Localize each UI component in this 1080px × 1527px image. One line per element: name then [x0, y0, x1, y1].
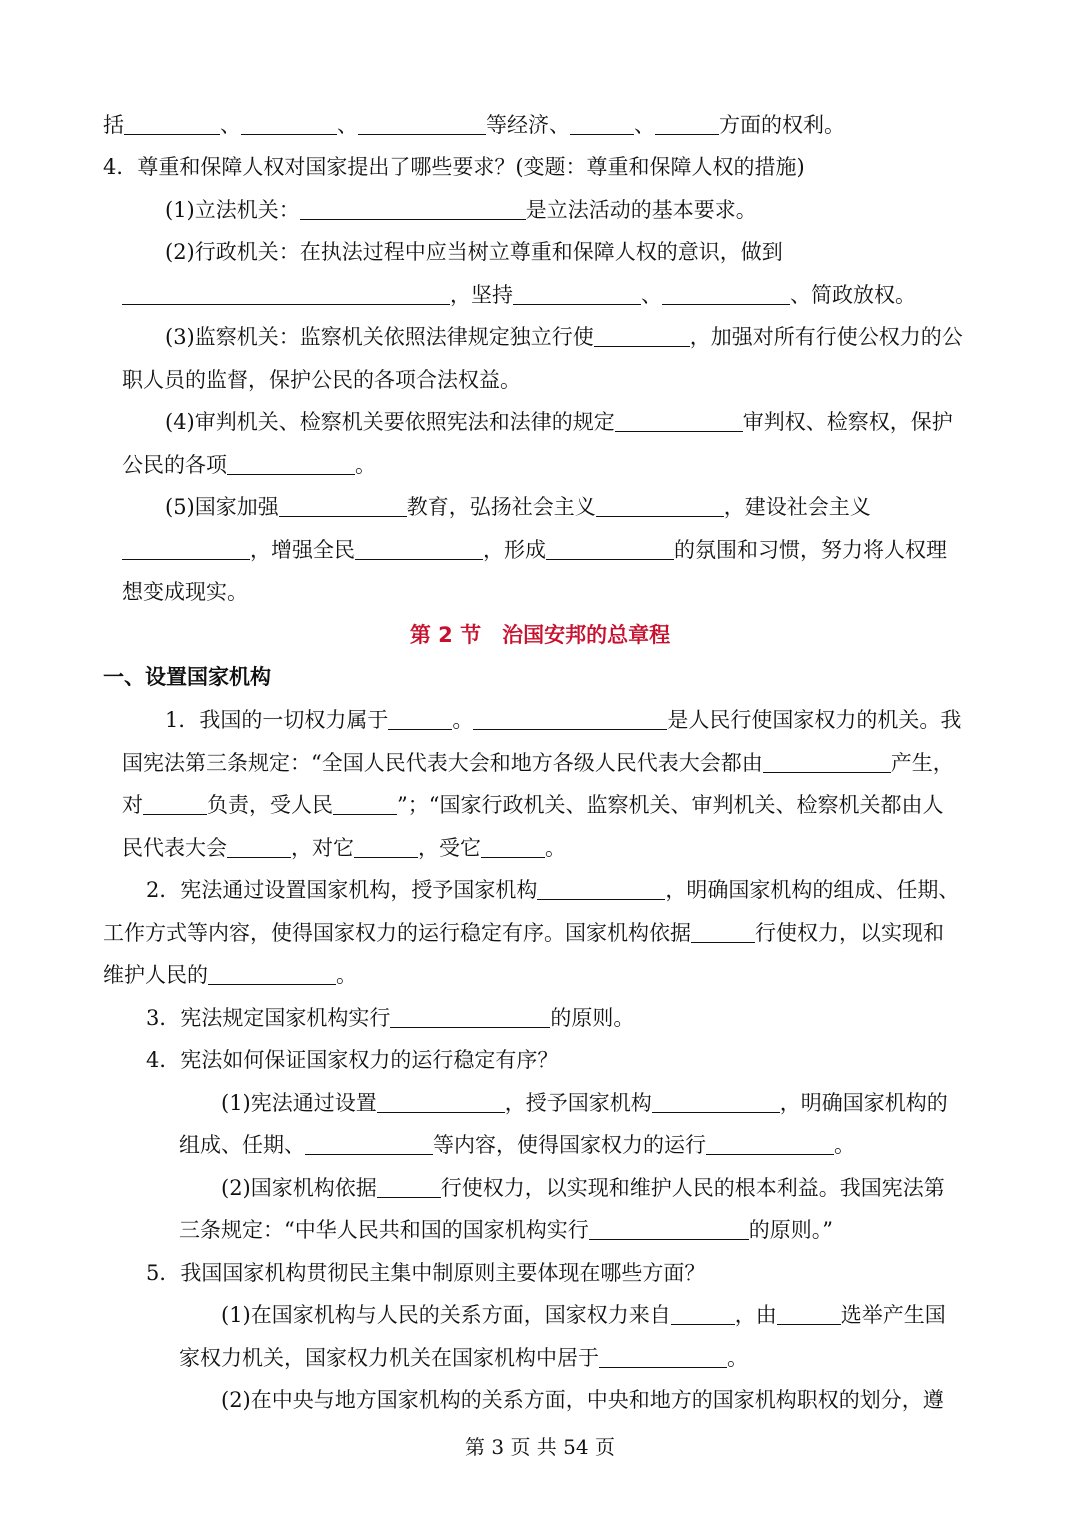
text-line	[221, 1173, 945, 1203]
fill-blank[interactable]	[589, 1217, 749, 1240]
text: 是人民行使国家权力的机关。我	[667, 708, 962, 732]
text: 、简政放权。	[790, 283, 916, 307]
text: ，由	[734, 1303, 777, 1327]
fill-blank[interactable]	[615, 409, 743, 432]
text: 、	[337, 113, 358, 137]
fill-blank[interactable]	[300, 197, 526, 220]
fill-blank[interactable]	[537, 877, 665, 900]
text: 2．宪法通过设置国家机构，授予国家机构	[146, 878, 538, 902]
fill-blank[interactable]	[143, 792, 207, 815]
text-line	[122, 280, 916, 310]
text: ，建设社会主义	[723, 495, 871, 519]
text-line	[165, 492, 871, 522]
text: 的原则。	[550, 1006, 635, 1030]
fill-blank[interactable]	[691, 920, 755, 943]
fill-blank[interactable]	[513, 282, 641, 305]
text: 。	[834, 1133, 855, 1157]
fill-blank[interactable]	[388, 707, 452, 730]
text-line: (2)行政机关：在执法过程中应当树立尊重和保障人权的意识，做到	[165, 240, 783, 264]
text-line	[165, 705, 961, 735]
text: 括	[103, 113, 124, 137]
text: (1)在国家机构与人民的关系方面，国家权力来自	[221, 1303, 671, 1327]
text-line	[179, 1343, 748, 1373]
section-title: 第 2 节 治国安邦的总章程	[409, 623, 671, 647]
fill-blank[interactable]	[279, 494, 407, 517]
text: 。	[452, 708, 474, 732]
text: ，形成	[483, 538, 546, 562]
text-line	[103, 918, 944, 948]
fill-blank[interactable]	[358, 112, 486, 135]
text: 审判权、检察权，保护	[742, 410, 953, 434]
text: 等内容，使得国家权力的运行	[433, 1133, 706, 1157]
text: ，明确国家机构的组成、任期、	[665, 878, 960, 902]
text: 选举产生国	[840, 1303, 946, 1327]
text-line	[122, 790, 943, 820]
text: 等经济、	[486, 113, 570, 137]
fill-blank[interactable]	[208, 962, 336, 985]
text-line	[179, 1215, 833, 1245]
fill-blank[interactable]	[599, 1345, 727, 1368]
text-line	[165, 322, 963, 352]
fill-blank[interactable]	[546, 537, 674, 560]
fill-blank[interactable]	[227, 835, 291, 858]
text-line	[221, 1300, 946, 1330]
text: 的原则。”	[748, 1218, 833, 1242]
text-line	[146, 875, 959, 905]
fill-blank[interactable]	[662, 282, 790, 305]
text: 。	[336, 963, 357, 987]
text: 。	[355, 453, 376, 477]
text-line: 想变成现实。	[122, 580, 248, 604]
fill-blank[interactable]	[377, 1090, 505, 1113]
text-line	[165, 407, 953, 437]
fill-blank[interactable]	[227, 452, 355, 475]
text: 负责，受人民	[207, 793, 333, 817]
text-line	[179, 1130, 855, 1160]
fill-blank[interactable]	[473, 707, 667, 730]
text: 是立法活动的基本要求。	[525, 198, 757, 222]
text-line	[122, 535, 947, 565]
fill-blank[interactable]	[763, 750, 891, 773]
fill-blank[interactable]	[481, 835, 545, 858]
fill-blank[interactable]	[570, 112, 634, 135]
text-line	[122, 748, 954, 778]
text: 教育，弘扬社会主义	[406, 495, 596, 519]
fill-blank[interactable]	[655, 112, 719, 135]
question-4b: 4．宪法如何保证国家权力的运行稳定有序？	[146, 1048, 559, 1072]
text: 对	[122, 793, 143, 817]
fill-blank[interactable]	[652, 1090, 780, 1113]
text: 国宪法第三条规定：“全国人民代表大会和地方各级人民代表大会都由	[122, 751, 763, 775]
text: ，明确国家机构的	[779, 1091, 948, 1115]
text: (1)立法机关：	[165, 198, 300, 222]
text: 家权力机关，国家权力机关在国家机构中居于	[179, 1346, 599, 1370]
fill-blank[interactable]	[354, 835, 418, 858]
text: ，对它	[291, 836, 354, 860]
text-line	[221, 1088, 948, 1118]
fill-blank[interactable]	[122, 282, 450, 305]
text: 3．宪法规定国家机构实行	[146, 1006, 391, 1030]
text-line	[122, 450, 376, 480]
text: (1)宪法通过设置	[221, 1091, 377, 1115]
text-line: 职人员的监督，保护公民的各项合法权益。	[122, 368, 521, 392]
text-line: (2)在中央与地方国家机构的关系方面，中央和地方的国家机构职权的划分，遵	[221, 1388, 944, 1412]
text: 方面的权利。	[719, 113, 845, 137]
text: ，加强对所有行使公权力的公	[689, 325, 963, 349]
text-line	[146, 1003, 634, 1033]
heading-set-up-state-organs: 一、设置国家机构	[103, 665, 271, 689]
text: 。	[727, 1346, 748, 1370]
text: ，坚持	[450, 283, 513, 307]
fill-blank[interactable]	[594, 324, 690, 347]
text: 维护人民的	[103, 963, 208, 987]
text: 、	[220, 113, 241, 137]
text: ，增强全民	[250, 538, 355, 562]
fill-blank[interactable]	[124, 112, 220, 135]
text: 公民的各项	[122, 453, 227, 477]
text: ，受它	[418, 836, 481, 860]
fill-blank[interactable]	[377, 1175, 441, 1198]
question-5: 5．我国国家机构贯彻民主集中制原则主要体现在哪些方面？	[146, 1261, 706, 1285]
fill-blank[interactable]	[777, 1302, 841, 1325]
text: 民代表大会	[122, 836, 227, 860]
text: 、	[641, 283, 662, 307]
text: (2)国家机构依据	[221, 1176, 377, 1200]
fill-blank[interactable]	[355, 537, 483, 560]
text: 三条规定：“中华人民共和国的国家机构实行	[179, 1218, 589, 1242]
text: 工作方式等内容，使得国家权力的运行稳定有序。国家机构依据	[103, 921, 691, 945]
fill-blank[interactable]	[596, 494, 724, 517]
text-line	[165, 195, 757, 225]
text: 行使权力，以实现和维护人民的根本利益。我国宪法第	[440, 1176, 945, 1200]
text-line	[103, 960, 357, 990]
text: 组成、任期、	[179, 1133, 305, 1157]
text: 。	[545, 836, 566, 860]
text: 、	[634, 113, 655, 137]
text: ”；“国家行政机关、监察机关、审判机关、检察机关都由人	[397, 793, 944, 817]
question-4: 4．尊重和保障人权对国家提出了哪些要求？(变题：尊重和保障人权的措施)	[103, 155, 805, 179]
fill-blank[interactable]	[241, 112, 337, 135]
text-line	[103, 110, 845, 140]
text: (4)审判机关、检察机关要依照宪法和法律的规定	[165, 410, 615, 434]
fill-blank[interactable]	[671, 1302, 735, 1325]
text: 行使权力，以实现和	[755, 921, 944, 945]
page-footer: 第 3 页 共 54 页	[465, 1435, 615, 1459]
fill-blank[interactable]	[333, 792, 397, 815]
fill-blank[interactable]	[706, 1132, 834, 1155]
text: (3)监察机关：监察机关依照法律规定独立行使	[165, 325, 594, 349]
text-line	[122, 833, 566, 863]
fill-blank[interactable]	[122, 537, 250, 560]
text: 产生，	[890, 751, 954, 775]
text: 的氛围和习惯，努力将人权理	[674, 538, 947, 562]
text: 1．我国的一切权力属于	[165, 708, 389, 732]
text: (5)国家加强	[165, 495, 279, 519]
fill-blank[interactable]	[305, 1132, 433, 1155]
fill-blank[interactable]	[390, 1005, 550, 1028]
text: ，授予国家机构	[504, 1091, 652, 1115]
